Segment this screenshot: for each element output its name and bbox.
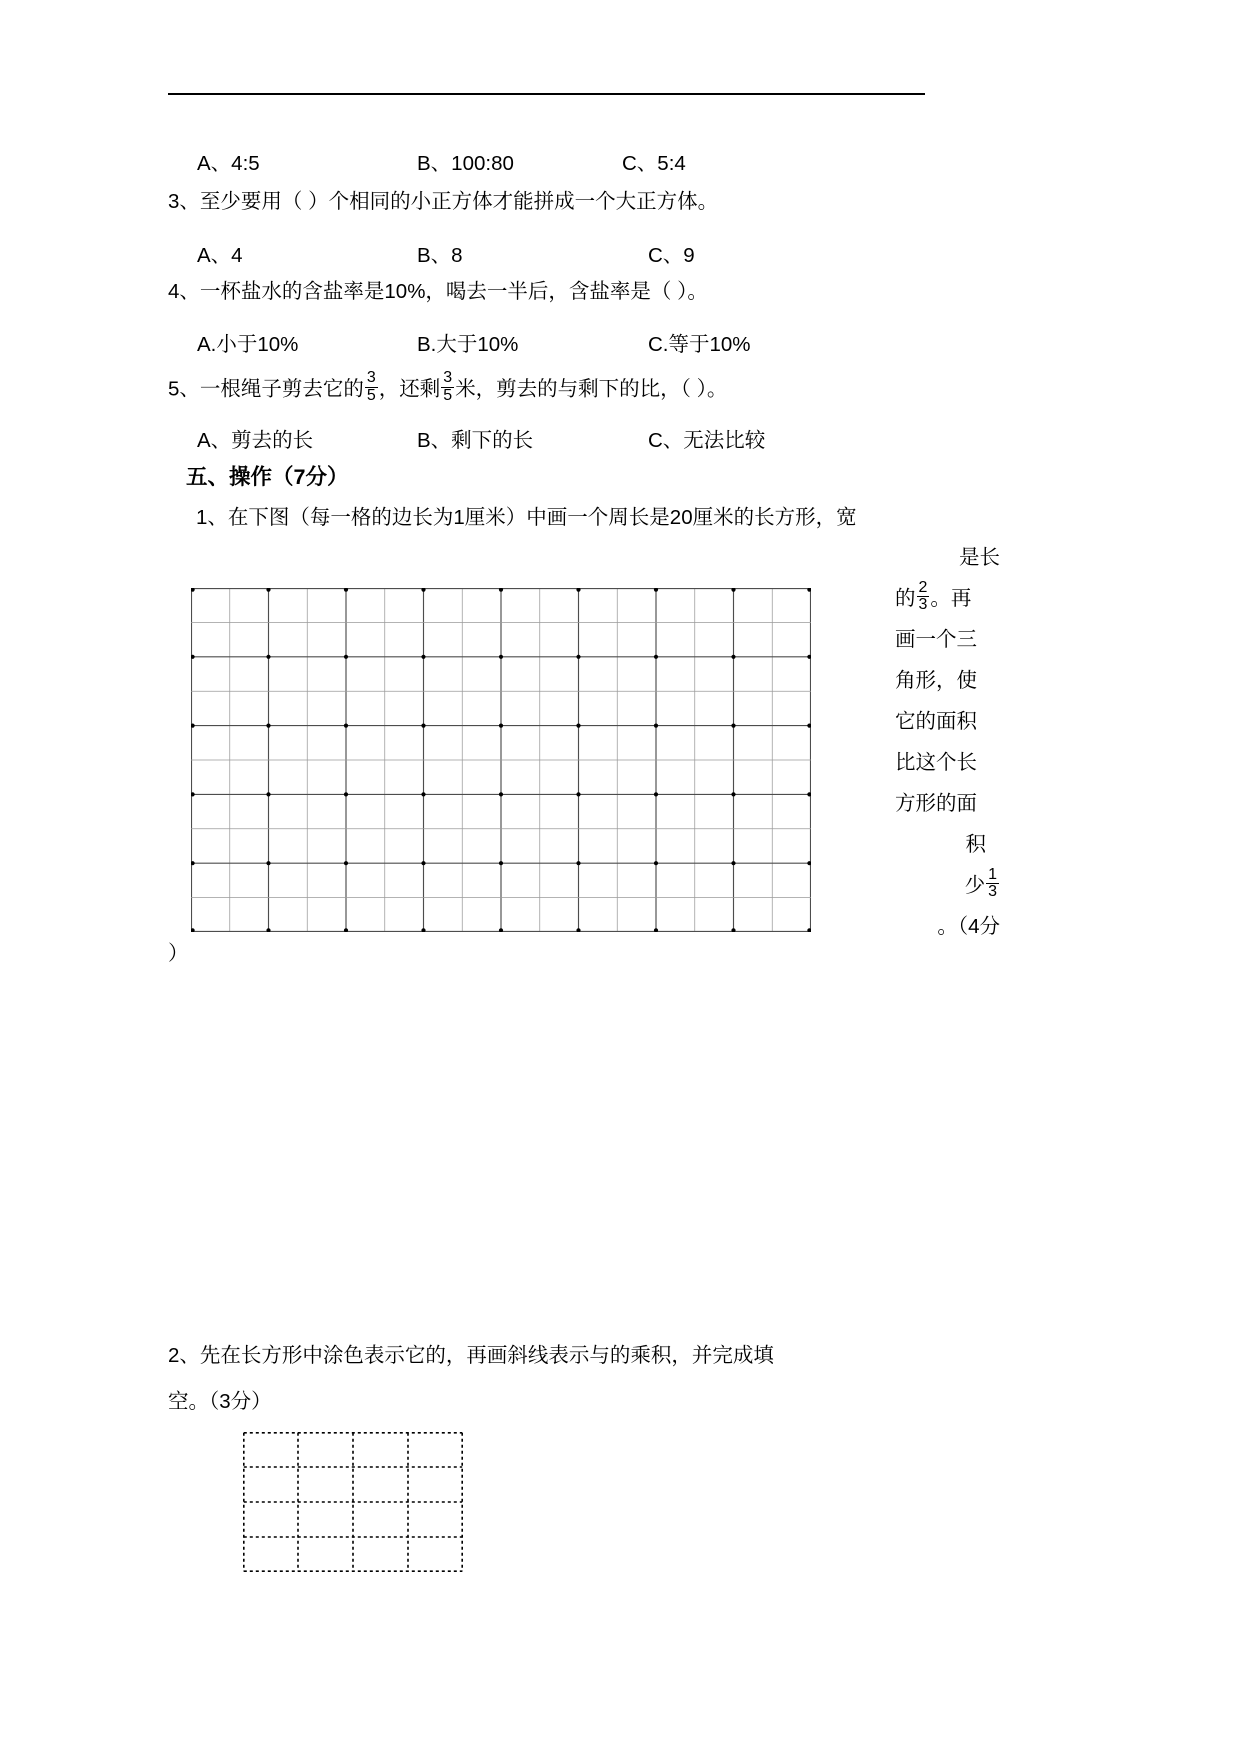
op1-fraction-two-thirds [917,580,930,614]
q5-frac2-numerator: 3 [443,369,453,387]
op2-shading-grid[interactable] [243,1432,463,1572]
op1-wrap-line-3: 画一个三 [895,628,977,651]
op1-stem-line1: 1、在下图（每一格的边长为1厘米）中画一个周长是20厘米的长方形，宽 [196,506,857,529]
op1-wrap-line-10: 。（4分 [937,915,1000,938]
q5-option-a: A、剪去的长 [197,429,314,452]
op1-wrap-line-5: 它的面积 [895,710,977,733]
op1-frac-a-numerator: 2 [918,578,928,596]
q3-option-c: C、9 [648,244,695,267]
q5-stem [168,369,728,407]
q2-option-c: C、5:4 [622,152,686,175]
op1-wrap-shao: 少 [964,874,986,897]
op1-frac-a-tail: 。再 [930,587,972,610]
op1-wrap-line-4: 角形，使 [895,669,977,692]
q5-frac1-numerator: 3 [366,369,376,387]
op1-wrapped-text-column [895,537,1000,947]
op1-frac-a-denominator: 3 [918,596,928,614]
q5-stem-part2: ，还剩 [378,377,441,401]
q5-option-c: C、无法比较 [648,429,766,452]
op1-wrap-line-2 [895,578,1000,619]
q5-frac1-denominator: 5 [366,386,376,404]
q3-option-a: A、4 [197,244,243,267]
q5-stem-part3: 米，剪去的与剩下的比，（ ）。 [455,377,728,401]
op1-tail-close-paren: ） [168,942,189,965]
op1-wrap-line-1: 是长 [959,546,1000,569]
op1-fraction-one-third [986,867,999,901]
q4-stem: 4、一杯盐水的含盐率是10%，喝去一半后，含盐率是（ ）。 [168,280,708,303]
q4-option-b: B.大于10% [417,333,519,356]
op1-drawing-grid[interactable] [191,588,811,932]
op1-wrap-line-8: 积 [965,833,986,856]
q2-option-a: A、4:5 [197,152,260,175]
q5-option-b: B、剩下的长 [417,429,534,452]
q5-stem-part1: 5、一根绳子剪去它的 [168,377,364,401]
op1-frac-b-numerator: 1 [988,865,997,883]
section-heading-operations: 五、操作（7分） [186,465,349,489]
q4-option-a: A.小于10% [197,333,299,356]
q5-fraction-three-fifths-1 [365,370,378,404]
q5-frac2-denominator: 5 [443,386,453,404]
op1-wrap-line-7: 方形的面 [895,792,977,815]
op1-wrap-line-6: 比这个长 [895,751,977,774]
q2-option-b: B、100:80 [417,152,514,175]
q5-fraction-three-fifths-2 [441,370,454,404]
op1-frac-b-denominator: 3 [988,883,997,901]
op2-stem-line2: 空。（3分） [168,1390,272,1413]
op1-wrap-de: 的 [895,587,916,610]
q3-option-b: B、8 [417,244,463,267]
header-rule [168,93,925,95]
q3-stem: 3、至少要用（ ）个相同的小正方体才能拼成一个大正方体。 [168,190,719,213]
op1-wrap-line-9 [895,865,1000,906]
op2-stem-line1: 2、先在长方形中涂色表示它的，再画斜线表示与的乘积，并完成填 [168,1344,774,1367]
q4-option-c: C.等于10% [648,333,751,356]
